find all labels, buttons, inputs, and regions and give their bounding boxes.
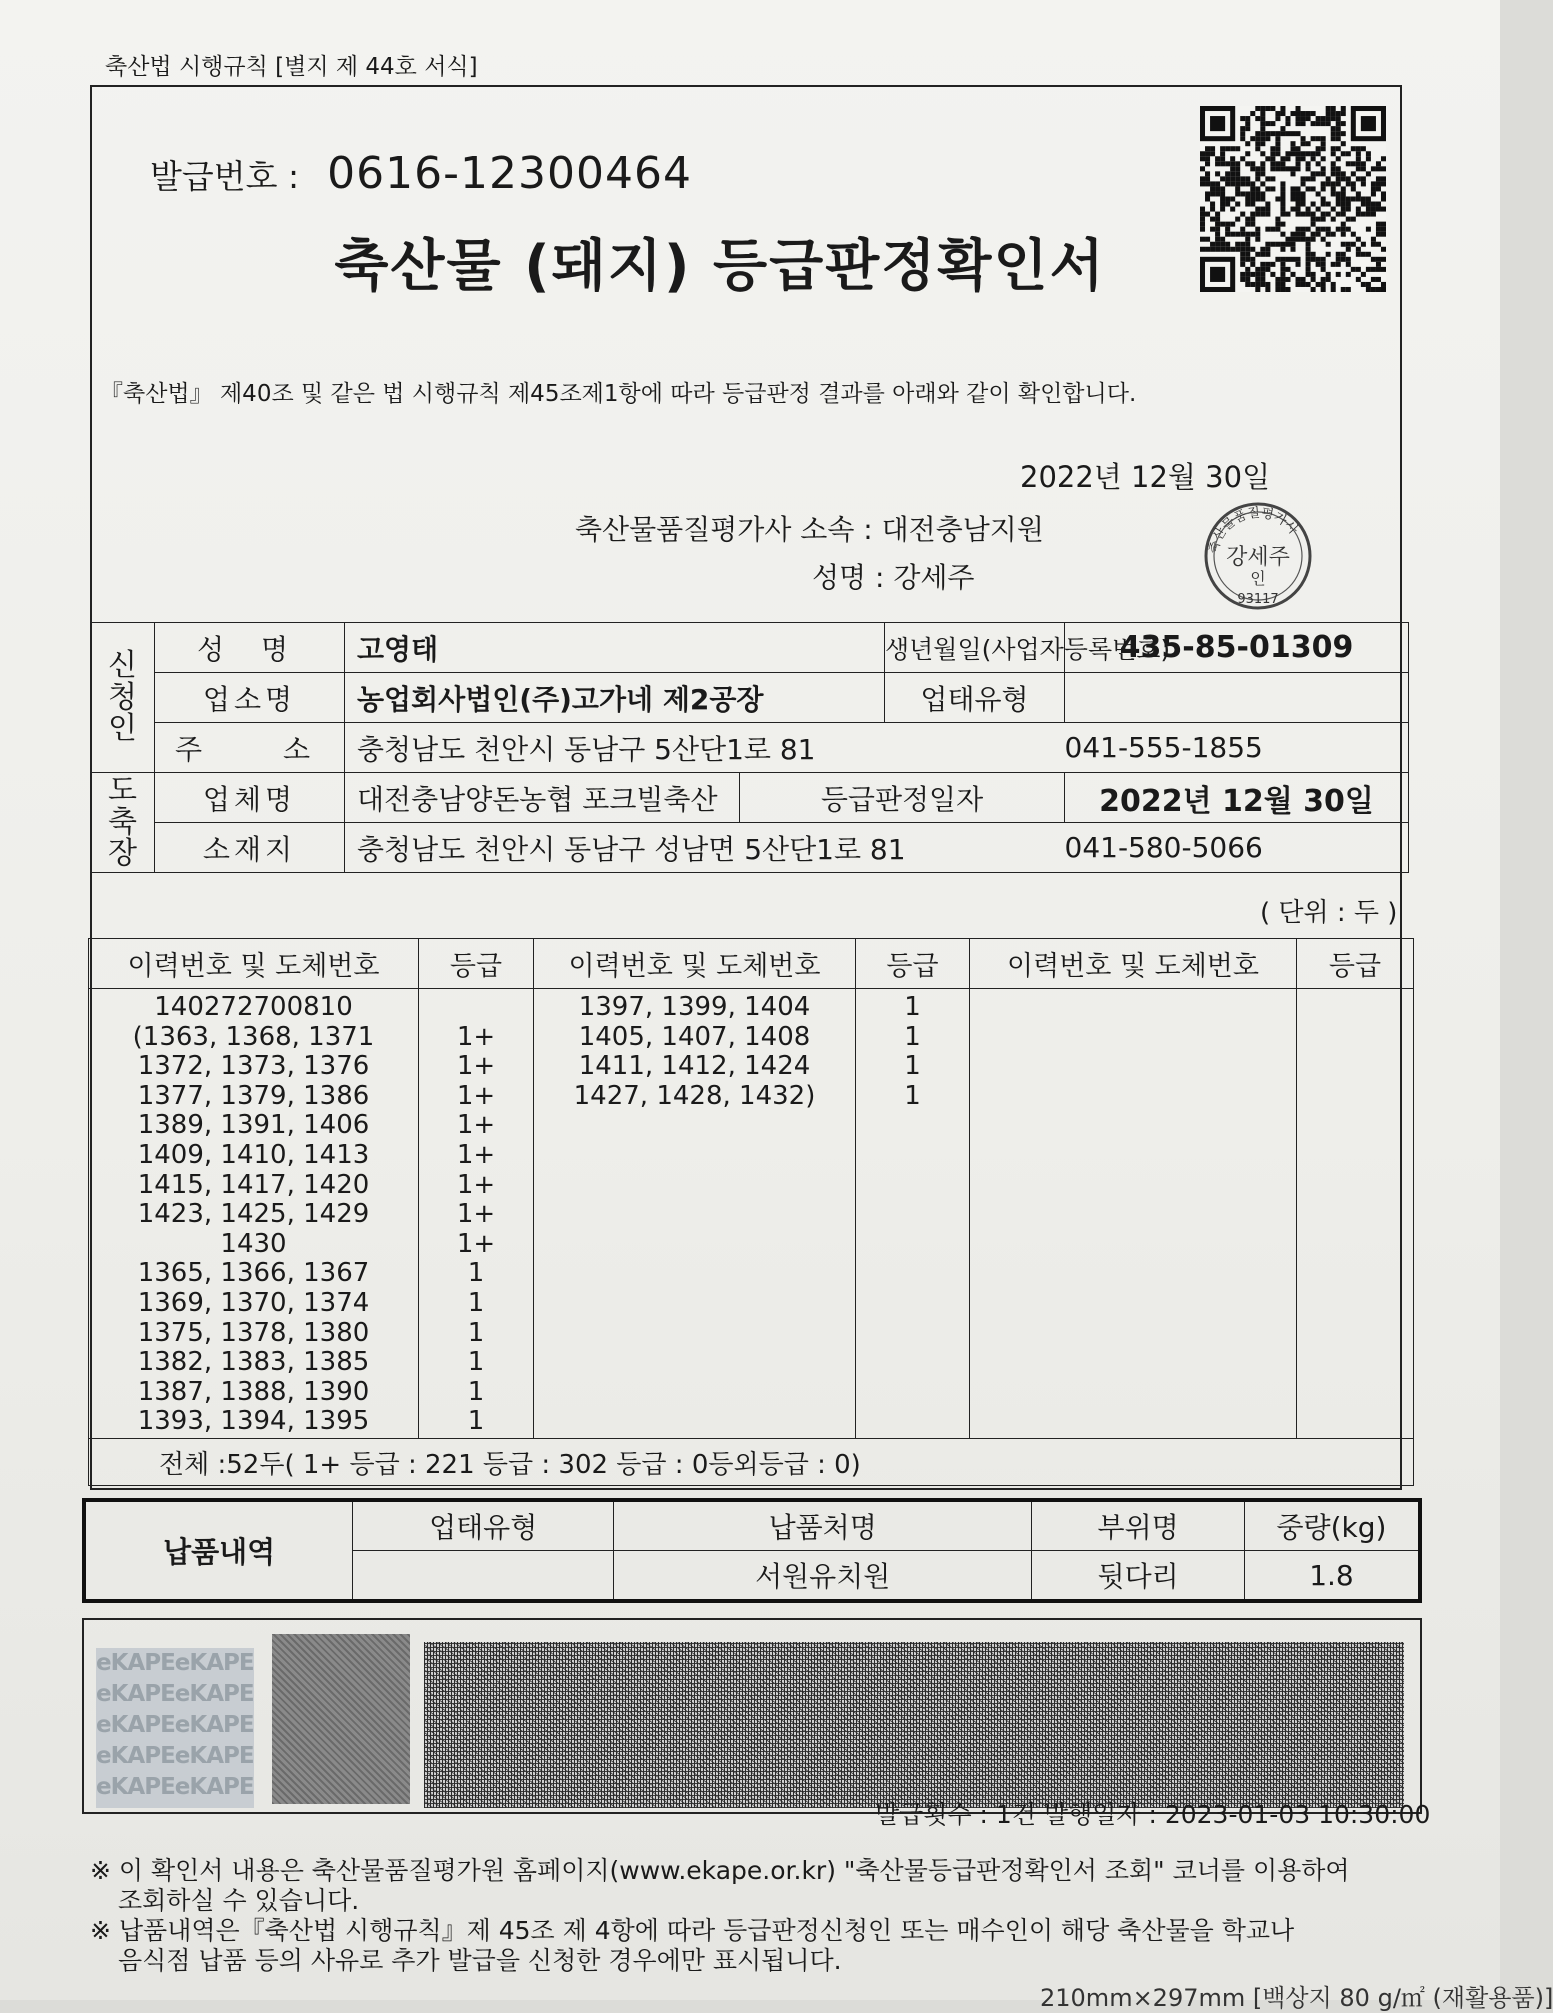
- list-item: 1: [467, 1287, 485, 1318]
- qr-code-icon: [1200, 106, 1386, 292]
- paper-spec: 210mm×297mm [백상지 80 g/㎡ (재활용품)]: [1040, 1984, 1553, 2012]
- issue-number: [150, 148, 692, 199]
- total-grade-1: 1 등급 : 30: [458, 1449, 592, 1480]
- list-item: 1377, 1379, 1386: [137, 1080, 370, 1111]
- slaughterhouse-phone: 041-580-5066: [1065, 823, 1409, 873]
- grade-column-2: [856, 989, 970, 1439]
- list-item: 1+: [456, 1199, 496, 1230]
- slaughterhouse-side-label: 도축장: [91, 773, 155, 873]
- form-code: 축산법 시행규칙 [별지 제 44호 서식]: [105, 54, 478, 80]
- header-ids-2: 이력번호 및 도체번호: [534, 939, 856, 989]
- delivery-header-row: [84, 1500, 1420, 1551]
- issue-number-label: 발급번호 :: [150, 157, 300, 196]
- list-item: 1+: [456, 1228, 496, 1259]
- grade-column-1: [419, 989, 534, 1439]
- total-grade-2: 2 등급 : 0: [591, 1449, 709, 1480]
- delivery-header-recipient: 납품처명: [614, 1500, 1032, 1551]
- list-item: 140272700810: [154, 992, 353, 1022]
- list-item: 1: [904, 1051, 921, 1082]
- list-item: 1372, 1373, 1376: [137, 1051, 370, 1082]
- delivery-label: 납품내역: [84, 1500, 353, 1601]
- header-grade-1: 등급: [419, 939, 534, 989]
- list-item: 1409, 1410, 1413: [137, 1139, 370, 1170]
- header-ids-1: 이력번호 및 도체번호: [89, 939, 419, 989]
- list-item: 1423, 1425, 1429: [137, 1199, 370, 1230]
- list-item: 1427, 1428, 1432): [573, 1080, 816, 1111]
- total-count: 52두: [226, 1449, 285, 1480]
- list-item: 1+: [456, 1139, 496, 1170]
- header-ids-3: 이력번호 및 도체번호: [970, 939, 1297, 989]
- grades-header-row: [89, 939, 1414, 989]
- delivery-recipient: 서원유치원: [614, 1551, 1032, 1602]
- ids-column-3: [970, 989, 1297, 1439]
- 2d-barcode-icon: [424, 1642, 1404, 1808]
- total-grade-out: 등외등급 : 0: [708, 1449, 851, 1480]
- grading-date-label: 등급판정일자: [740, 773, 1065, 823]
- list-item: 1: [467, 1406, 485, 1437]
- grader-seal-stamp: [1195, 500, 1321, 612]
- grading-date: 2022년 12월 30일: [1065, 773, 1409, 823]
- seal-mark: 인: [1250, 569, 1266, 588]
- ids-column-1: [89, 989, 419, 1439]
- list-item: 1+: [456, 1051, 496, 1082]
- official-seal-image: [272, 1634, 410, 1804]
- grades-body-row: [89, 989, 1414, 1439]
- total-close: ): [850, 1449, 861, 1480]
- grading-results-table: [88, 938, 1414, 1486]
- list-item: 1375, 1378, 1380: [137, 1317, 370, 1348]
- list-item: (1363, 1368, 1371: [132, 1021, 375, 1052]
- location-value: 충청남도 천안시 동남구 성남면 5산단1로 81: [345, 823, 1065, 873]
- list-item: 1382, 1383, 1385: [137, 1347, 370, 1378]
- list-item: [419, 993, 533, 1023]
- note-1-cont: 조회하실 수 있습니다.: [118, 1886, 360, 1915]
- location-label: 소재지: [155, 823, 345, 873]
- seal-arc-text: 축산물품질평가사: [1206, 505, 1301, 556]
- issue-info: 발급횟수 : 1건 발행일자 : 2023-01-03 10:30:00: [875, 1800, 1431, 1829]
- ids-column-2: [534, 989, 856, 1439]
- applicant-name: 고영태: [345, 623, 885, 673]
- list-item: 1: [467, 1317, 485, 1348]
- delivery-weight: 1.8: [1244, 1551, 1420, 1602]
- grade-column-3: [1297, 989, 1414, 1439]
- applicant-slaughterhouse-table: [90, 622, 1409, 873]
- total-grade-1plus: ( 1+ 등급 : 22: [284, 1449, 459, 1480]
- list-item: 1365, 1366, 1367: [137, 1258, 370, 1289]
- note-2: ※ 납품내역은『축산법 시행규칙』제 45조 제 4항에 따라 등급판정신청인 또는 매수인이 해당 축산물을 학교나: [90, 1916, 1295, 1945]
- issue-number-value: 0616-12300464: [327, 148, 692, 199]
- applicant-phone: 041-555-1855: [1065, 723, 1409, 773]
- security-footer-box: [82, 1618, 1422, 1814]
- grades-totals-row: [89, 1439, 1414, 1486]
- slaughterhouse-name: 대전충남양돈농협 포크빌축산: [345, 773, 740, 823]
- applicant-address-row: [91, 723, 1409, 773]
- applicant-name-row: [91, 623, 1409, 673]
- birth-value: 435-85-01309: [1065, 623, 1409, 673]
- list-item: 1415, 1417, 1420: [137, 1169, 370, 1200]
- slaughterhouse-location-row: [91, 823, 1409, 873]
- list-item: 1430: [220, 1228, 287, 1259]
- unit-label: ( 단위 : 두 ): [1260, 898, 1398, 928]
- list-item: 1: [904, 1021, 921, 1052]
- address-label: 주 소: [155, 723, 345, 773]
- slaughterhouse-name-label: 업체명: [155, 773, 345, 823]
- list-item: 1: [467, 1347, 485, 1378]
- note-1: ※ 이 확인서 내용은 축산물품질평가원 홈페이지(www.ekape.or.kr) "축산물등급판정확인서 조회" 코너를 이용하여: [90, 1856, 1350, 1885]
- list-item: 1397, 1399, 1404: [578, 992, 811, 1022]
- grades-totals: [89, 1439, 1414, 1486]
- address-value: 충청남도 천안시 동남구 5산단1로 81: [345, 723, 1065, 773]
- list-item: 1: [467, 1376, 485, 1407]
- slaughterhouse-name-row: [91, 773, 1409, 823]
- delivery-part: 뒷다리: [1032, 1551, 1245, 1602]
- total-label: 전체 :: [159, 1449, 227, 1480]
- grader-name: 성명 : 강세주: [812, 561, 975, 594]
- list-item: 1: [467, 1258, 485, 1289]
- delivery-header-biztype: 업태유형: [353, 1500, 614, 1551]
- list-item: 1: [904, 992, 921, 1022]
- applicant-name-label: 성 명: [155, 623, 345, 673]
- footnotes: [90, 1856, 1420, 1976]
- delivery-table: [82, 1498, 1422, 1603]
- list-item: 1+: [456, 1080, 496, 1111]
- header-grade-2: 등급: [856, 939, 970, 989]
- company-label: 업소명: [155, 673, 345, 723]
- company-name: 농업회사법인(주)고가네 제2공장: [345, 673, 885, 723]
- list-item: 1405, 1407, 1408: [578, 1021, 811, 1052]
- seal-number: 93117: [1237, 592, 1279, 607]
- list-item: 1+: [456, 1021, 496, 1052]
- birth-label: 생년월일(사업자등록번호): [885, 623, 1065, 673]
- applicant-company-row: [91, 673, 1409, 723]
- ekape-watermark: eKAPEeKAPE eKAPEeKAPE eKAPEeKAPE eKAPEeKAPE eKAPEeKAPE: [96, 1648, 254, 1808]
- seal-name: 강세주: [1226, 545, 1290, 570]
- list-item: 1387, 1388, 1390: [137, 1376, 370, 1407]
- document-title: 축산물 (돼지) 등급판정확인서: [334, 234, 1106, 299]
- header-grade-3: 등급: [1297, 939, 1414, 989]
- list-item: 1389, 1391, 1406: [137, 1110, 370, 1141]
- list-item: 1393, 1394, 1395: [137, 1406, 370, 1437]
- delivery-header-weight: 중량(kg): [1244, 1500, 1420, 1551]
- delivery-biztype: [353, 1551, 614, 1602]
- confirm-date: 2022년 12월 30일: [1020, 460, 1271, 494]
- biztype-value: [1065, 673, 1409, 723]
- list-item: 1: [904, 1080, 921, 1111]
- biztype-label: 업태유형: [885, 673, 1065, 723]
- grader-affiliation: 축산물품질평가사 소속 : 대전충남지원: [575, 513, 1044, 546]
- applicant-side-label: 신청인: [91, 623, 155, 773]
- list-item: 1+: [456, 1110, 496, 1141]
- delivery-header-part: 부위명: [1032, 1500, 1245, 1551]
- note-2-cont: 음식점 납품 등의 사유로 추가 발급을 신청한 경우에만 표시됩니다.: [118, 1946, 842, 1975]
- list-item: 1+: [456, 1169, 496, 1200]
- list-item: 1411, 1412, 1424: [578, 1051, 811, 1082]
- list-item: 1369, 1370, 1374: [137, 1287, 370, 1318]
- intro-statement: 『축산법』 제40조 및 같은 법 시행규칙 제45조제1항에 따라 등급판정 결과를 아래와 같이 확인합니다.: [100, 381, 1137, 407]
